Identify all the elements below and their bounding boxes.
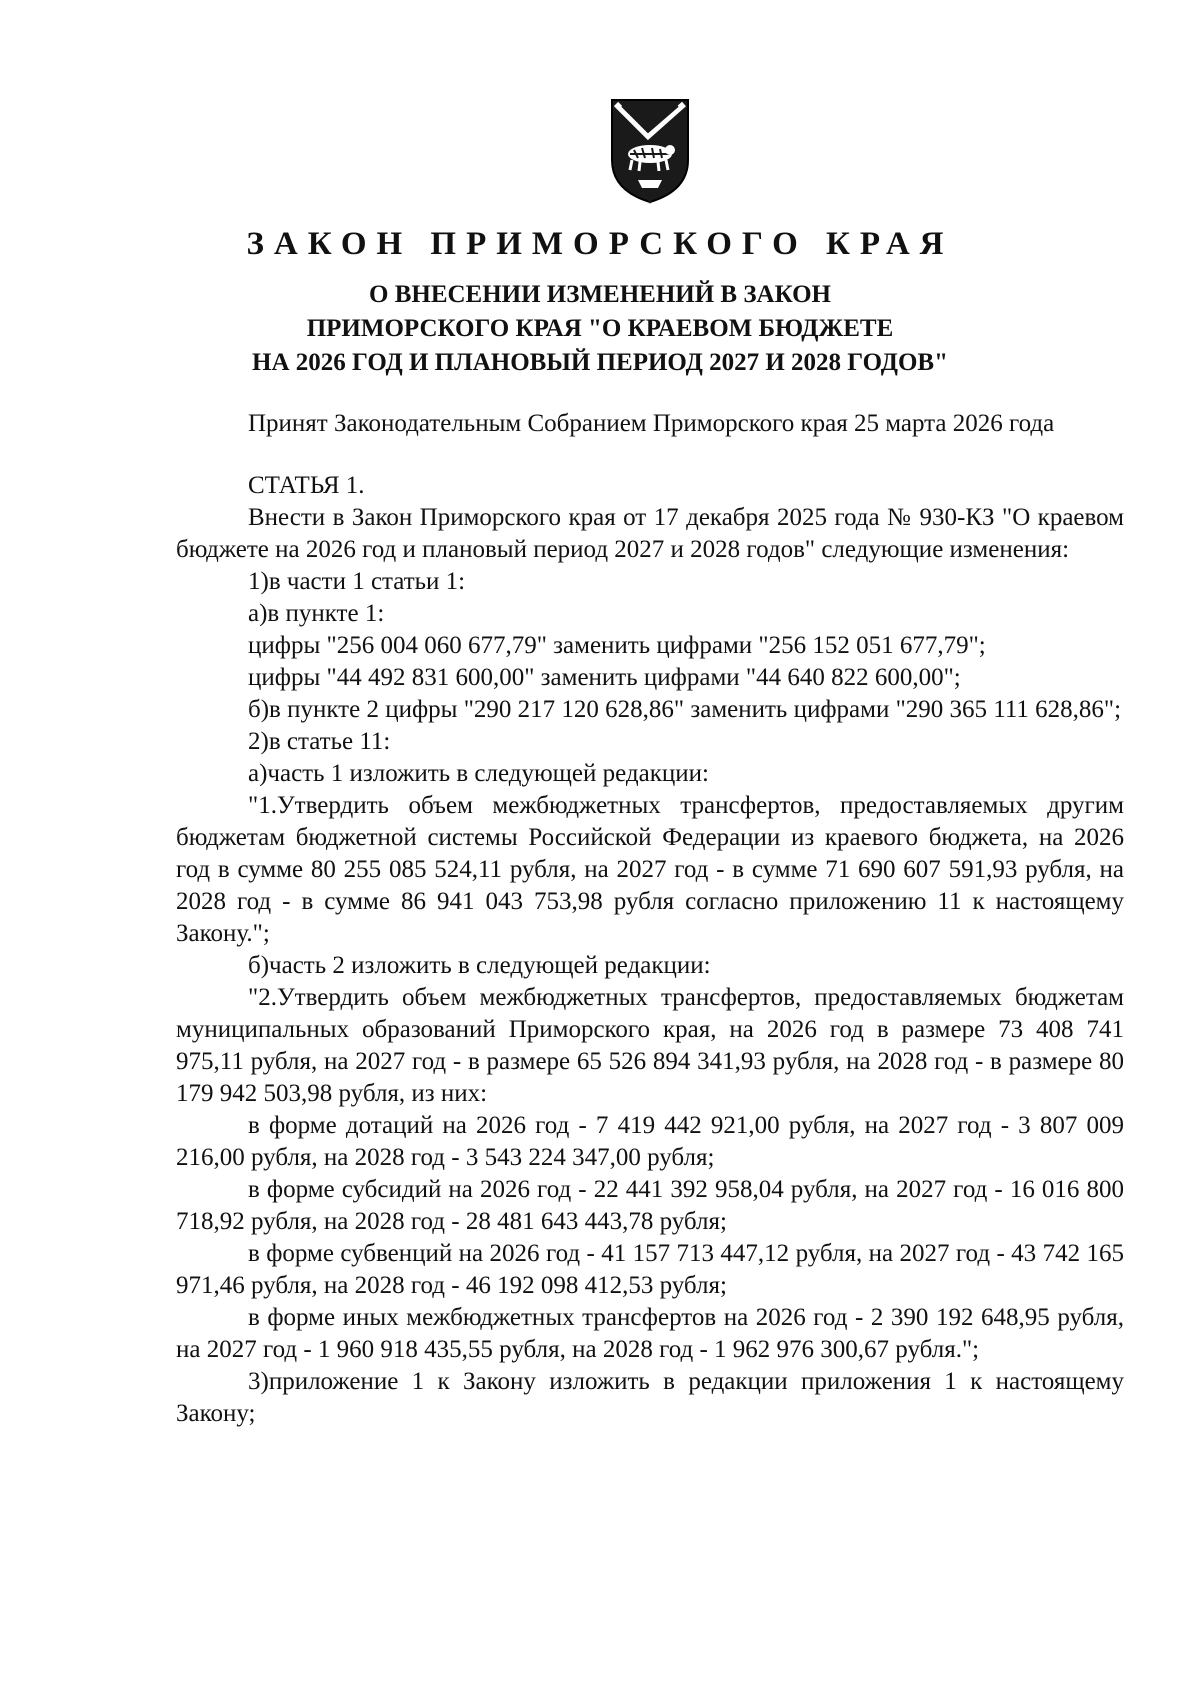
law-title: ЗАКОН ПРИМОРСКОГО КРАЯ [246,226,954,262]
paragraph: в форме дотаций на 2026 год - 7 419 442 921,00 рубля, на 2027 год - 3 807 009 216,00 рубля, на 2028 год - 3 543 224 347,00 рубля; [176,1112,1124,1171]
paragraph: 1)в части 1 статьи 1: [248,568,466,595]
paragraph: а)часть 1 изложить в следующей редакции: [248,760,709,787]
paragraph: в форме субвенций на 2026 год - 41 157 713 447,12 рубля, на 2027 год - 43 742 165 971,46 рубля, на 2028 год - 46 192 098 412,53 рубля; [176,1240,1124,1299]
adoption-note: Принят Законодательным Собранием Приморского края 25 марта 2026 года [248,410,1055,437]
article-heading: СТАТЬЯ 1. [248,472,365,499]
paragraph: а)в пункте 1: [248,600,385,627]
paragraph: "2.Утвердить объем межбюджетных трансфертов, предоставляемых бюджетам муниципальных образований Приморского края, на 2026 год в размере 73 408 741 975,11 рубля, на 2027 год - в размере 65 526 894 341,93 рубля, на 2028 год - в размере 80 179 942 503,98 рубля, из них: [176,984,1124,1107]
paragraph: в форме субсидий на 2026 год - 22 441 392 958,04 рубля, на 2027 год - 16 016 800 718,92 рубля, на 2028 год - 28 481 643 443,78 рубля; [176,1176,1124,1235]
paragraph: 2)в статье 11: [248,728,391,755]
paragraph: цифры "256 004 060 677,79" заменить цифрами "256 152 051 677,79"; [248,632,986,659]
paragraph: в форме иных межбюджетных трансфертов на 2026 год - 2 390 192 648,95 рубля, на 2027 год - 1 960 918 435,55 рубля, на 2028 год - 1 962 976 300,67 рубля."; [176,1304,1124,1363]
subtitle-line: НА 2026 ГОД И ПЛАНОВЫЙ ПЕРИОД 2027 И 2028 ГОДОВ" [252,349,948,376]
paragraph: цифры "44 492 831 600,00" заменить цифрами "44 640 822 600,00"; [248,664,961,691]
law-subtitle [0,278,1200,380]
law-body [176,408,1124,1430]
subtitle-line: ПРИМОРСКОГО КРАЯ "О КРАЕВОМ БЮДЖЕТЕ [306,315,894,342]
coat-of-arms-icon [608,96,692,206]
paragraph: 3)приложение 1 к Закону изложить в редакции приложения 1 к настоящему Закону; [176,1368,1124,1427]
paragraph: б)часть 2 изложить в следующей редакции: [248,952,711,979]
subtitle-line: О ВНЕСЕНИИ ИЗМЕНЕНИЙ В ЗАКОН [369,281,831,308]
paragraph: Внести в Закон Приморского края от 17 декабря 2025 года № 930-КЗ "О краевом бюджете на 2026 год и плановый период 2027 и 2028 годов" следующие изменения: [176,504,1124,563]
paragraph: б)в пункте 2 цифры "290 217 120 628,86" заменить цифрами "290 365 111 628,86"; [248,696,1122,723]
paragraph: "1.Утвердить объем межбюджетных трансфертов, предоставляемых другим бюджетам бюджетной системы Российской Федерации из краевого бюджета, на 2026 год в сумме 80 255 085 524,11 рубля, на 2027 год - в сумме 71 690 607 591,93 рубля, на 2028 год - в сумме 86 941 043 753,98 рубля согласно приложению 11 к настоящему Закону."; [176,792,1124,947]
